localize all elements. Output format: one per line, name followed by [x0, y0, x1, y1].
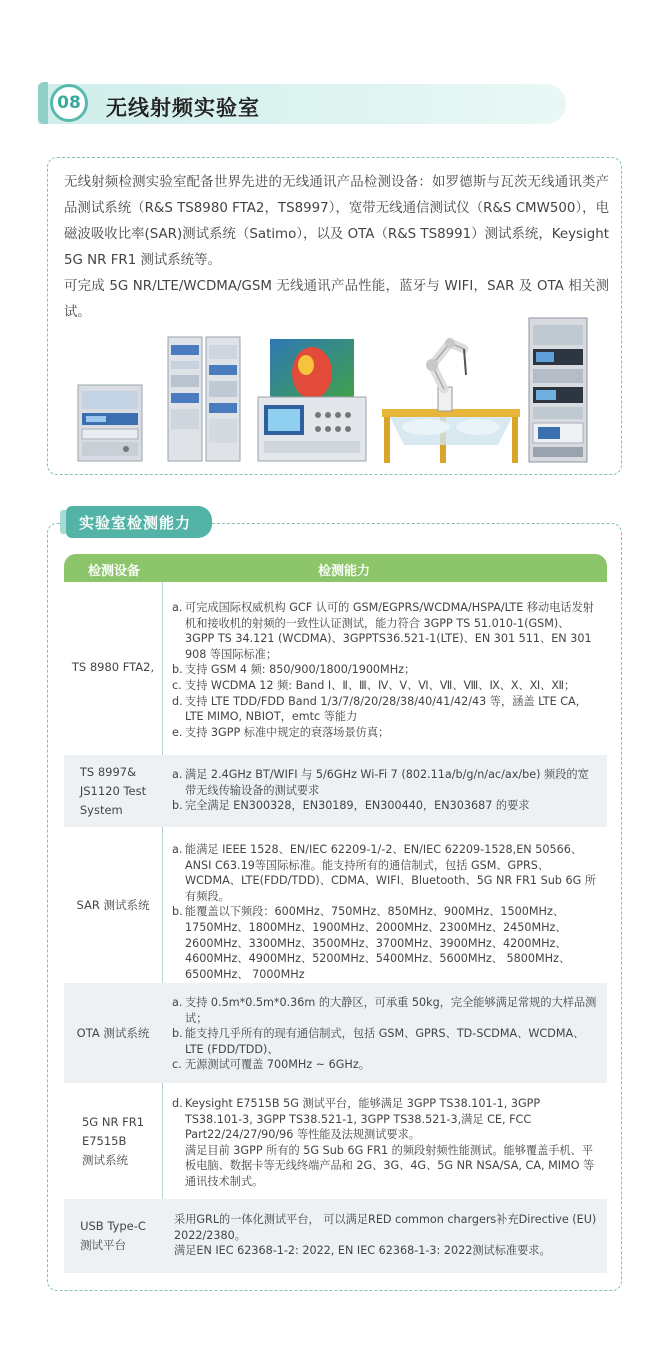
table-row — [64, 830, 607, 980]
equipment-photo-robot-table — [380, 335, 522, 463]
capability-item: c. 支持 WCDMA 12 频: Band Ⅰ、Ⅱ、Ⅲ、Ⅳ、Ⅴ、Ⅵ、Ⅶ、Ⅷ、Ⅸ、Ⅹ、Ⅺ、Ⅻ； — [172, 678, 576, 692]
table-row — [64, 582, 607, 752]
capability-item: 采用GRL的一体化测试平台， 可以满足RED common chargers补充Directive (EU) 2022/2380。 — [174, 1213, 597, 1242]
section-header — [38, 80, 566, 126]
capability-cell — [172, 600, 597, 740]
capability-cell — [172, 1096, 597, 1190]
table-row — [64, 1199, 607, 1273]
capability-item: 满足目前 3GPP 所有的 5G Sub 6G FR1 的频段射频性能测试。能够覆盖手机、平板电脑、数据卡等无线终端产品和 2G、3G、4G、5G NR NSA/SA, CA, MIMO 等通讯技术制式。 — [185, 1143, 595, 1188]
capability-item: d. 支持 LTE TDD/FDD Band 1/3/7/8/20/28/38/40/41/42/43 等，涵盖 LTE CA, LTE MIMO, NBIOT，emtc 等能力 — [172, 694, 580, 724]
intro-paragraph-2: 可完成 5G NR/LTE/WCDMA/GSM 无线通讯产品性能，蓝牙与 WIFI，SAR 及 OTA 相关测试。 — [64, 279, 609, 320]
intro-paragraph-1: 无线射频检测实验室配备世界先进的无线通讯产品检测设备：如罗德斯与瓦茨无线通讯类产品测试系统（R&S TS8980 FTA2，TS8997），宽带无线通信测试仪（R&S CMW500），电磁波吸收比率(SAR)测试系统（Satimo），以及 OTA（R&S TS8991）测试系统，Keysight 5G NR FR1 测试系统等。 — [64, 175, 609, 268]
header-col-device: 检测设备 — [88, 564, 141, 579]
intro-text — [64, 170, 609, 326]
device-cell: OTA 测试系统 — [76, 1025, 150, 1040]
device-cell: TS 8980 FTA2, — [71, 659, 155, 674]
capability-item: a. 支持 0.5m*0.5m*0.36m 的大静区，可承重 50kg，完全能够满足常规的大样品测试； — [172, 996, 597, 1025]
device-cell: SAR 测试系统 — [76, 897, 150, 912]
capability-cell — [172, 995, 597, 1073]
device-cell: 5G NR FR1 E7515B 测试系统 — [81, 1114, 145, 1167]
capability-cell — [172, 842, 597, 998]
equipment-photo-5g-rack — [528, 317, 588, 463]
capability-item: e. 支持 3GPP 标准中规定的衰落场景仿真； — [172, 725, 390, 739]
capability-item: a. 满足 2.4GHz BT/WIFI 与 5/6GHz Wi-Fi 7 (802.11a/b/g/n/ac/ax/be) 频段的宽带无线传输设备的测试要求 — [172, 768, 589, 797]
capability-item: a. 可完成国际权威机构 GCF 认可的 GSM/EGPRS/WCDMA/HSPA/LTE 移动电话发射机和接收机的射频的一致性认证测试，能力符合 3GPP TS 51.010-1(GSM)、3GPP TS 34.121 (WCDMA)、3GPPTS36.521-1(LTE)、EN 301 511、EN 301 908 等国际标准； — [172, 601, 594, 661]
table-header — [64, 554, 607, 582]
capability-item: 满足EN IEC 62368-1-2: 2022, EN IEC 62368-1-3: 2022测试标准要求。 — [174, 1244, 551, 1258]
equipment-photo-ts8980 — [76, 383, 144, 463]
capability-cell — [174, 1212, 599, 1259]
equipment-photos — [62, 315, 610, 463]
capability-item: b. 能覆盖以下频段：600MHz、750MHz、850MHz、900MHz、1500MHz、1750MHz、1800MHz、1900MHz、2000MHz、2300MHz、2450MHz、2600MHz、3300MHz、3500MHz、3700MHz、3900MHz、4200MHz、4600MHz、4900MHz、5200MHz、5400MHz、5600MHz、 5800MHz、6500MHz、 7000MHz — [172, 905, 571, 981]
header-tab — [38, 82, 48, 124]
header-col-capability: 检测能力 — [318, 564, 371, 579]
section-title: 实验室检测能力 — [66, 506, 212, 538]
table-row — [64, 1086, 607, 1196]
capability-item: b. 完全满足 EN300328，EN30189，EN300440，EN303687 的要求 — [172, 799, 530, 813]
capability-item: d. Keysight E7515B 5G 测试平台，能够满足 3GPP TS38.101-1, 3GPP TS38.101-3, 3GPP TS38.521-1, 3GPP TS38.521-3,满足 CE, FCC Part22/24/27/90/96 等性能及法规测试要求。 — [172, 1097, 541, 1142]
page-title: 无线射频实验室 — [106, 96, 260, 120]
device-cell: USB Type-C 测试平台 — [80, 1219, 146, 1252]
table-row — [64, 755, 607, 827]
capability-cell — [172, 767, 597, 814]
device-cell: TS 8997& JS1120 Test System — [79, 764, 147, 817]
table-row — [64, 983, 607, 1083]
capability-item: b. 支持 GSM 4 频: 850/900/1800/1900MHz； — [172, 663, 416, 677]
capability-item: a. 能满足 IEEE 1528、EN/IEC 62209-1/-2、EN/IEC 62209-1528,EN 50566、ANSI C63.19等国际标准。能支持所有的通信制式，包括 GSM、GPRS、WCDMA、LTE(FDD/TDD)、CDMA、WIFI、Bluetooth、5G NR FR1 Sub 6G 所有频段。 — [172, 843, 596, 903]
capability-item: b. 能支持几乎所有的现有通信制式，包括 GSM、GPRS、TD-SCDMA、WCDMA、LTE (FDD/TDD)、 — [172, 1027, 585, 1056]
capability-item: c. 无源测试可覆盖 700MHz ~ 6GHz。 — [172, 1058, 370, 1072]
equipment-photo-sar — [256, 335, 368, 463]
equipment-photo-ts8997 — [166, 335, 242, 463]
section-number: 08 — [50, 84, 88, 122]
